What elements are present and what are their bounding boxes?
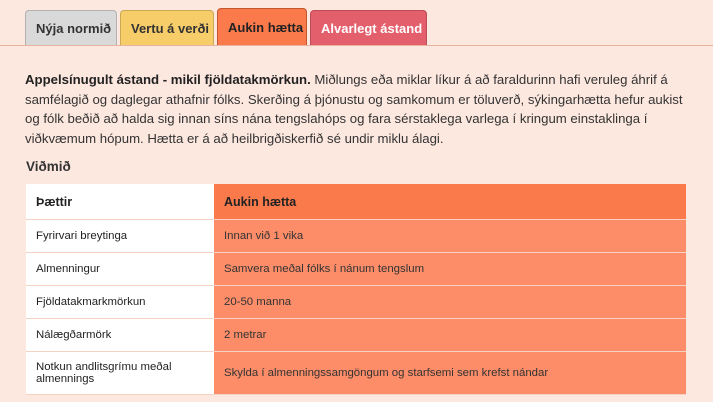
criteria-header-level: Aukin hætta — [214, 184, 686, 220]
risk-description-heading: Appelsínugult ástand - mikil fjöldatakmörkun. — [25, 72, 311, 87]
criteria-title: Viðmið — [26, 159, 71, 174]
criteria-factor: Fyrirvari breytinga — [26, 220, 214, 253]
criteria-value: Samvera meðal fólks í nánum tengslum — [214, 253, 686, 286]
tab-panel — [0, 45, 713, 402]
risk-description — [25, 70, 690, 148]
table-row — [26, 220, 686, 253]
criteria-value: Innan við 1 vika — [214, 220, 686, 253]
tab-new-normal[interactable]: Nýja normið — [25, 10, 117, 45]
table-row — [26, 352, 686, 395]
criteria-value: 20-50 manna — [214, 286, 686, 319]
criteria-header-row — [26, 184, 686, 220]
table-row — [26, 319, 686, 352]
criteria-factor: Nálægðarmörk — [26, 319, 214, 352]
tab-stay-alert[interactable]: Vertu á verði — [120, 10, 214, 45]
criteria-value: 2 metrar — [214, 319, 686, 352]
table-row — [26, 253, 686, 286]
tab-severe-state[interactable]: Alvarlegt ástand — [310, 10, 427, 45]
criteria-factor: Notkun andlitsgrímu meðal almennings — [26, 352, 214, 395]
criteria-value: Skylda í almenningssamgöngum og starfsemi sem krefst nándar — [214, 352, 686, 395]
tab-increased-risk[interactable]: Aukin hætta — [217, 8, 307, 45]
risk-level-tabs — [25, 10, 427, 45]
risk-description-text: Miðlungs eða miklar líkur á að faraldurinn hafi veruleg áhrif á samfélagið og daglegar athafnir fólks. Skerðing á þjónustu og samkomum er töluverð, sýkingarhætta hefur aukist og fólk beðið að halda sig innan síns nána tengslahóps og fara sérstaklega varlega í kringum einstaklinga í viðkvæmum hópum. Hætta er á að heilbrigðiskerfið sé undir miklu álagi. — [25, 72, 683, 146]
criteria-header-factor: Þættir — [26, 184, 214, 220]
criteria-factor: Almenningur — [26, 253, 214, 286]
table-row — [26, 286, 686, 319]
criteria-table — [26, 184, 686, 395]
criteria-factor: Fjöldatakmarkmörkun — [26, 286, 214, 319]
